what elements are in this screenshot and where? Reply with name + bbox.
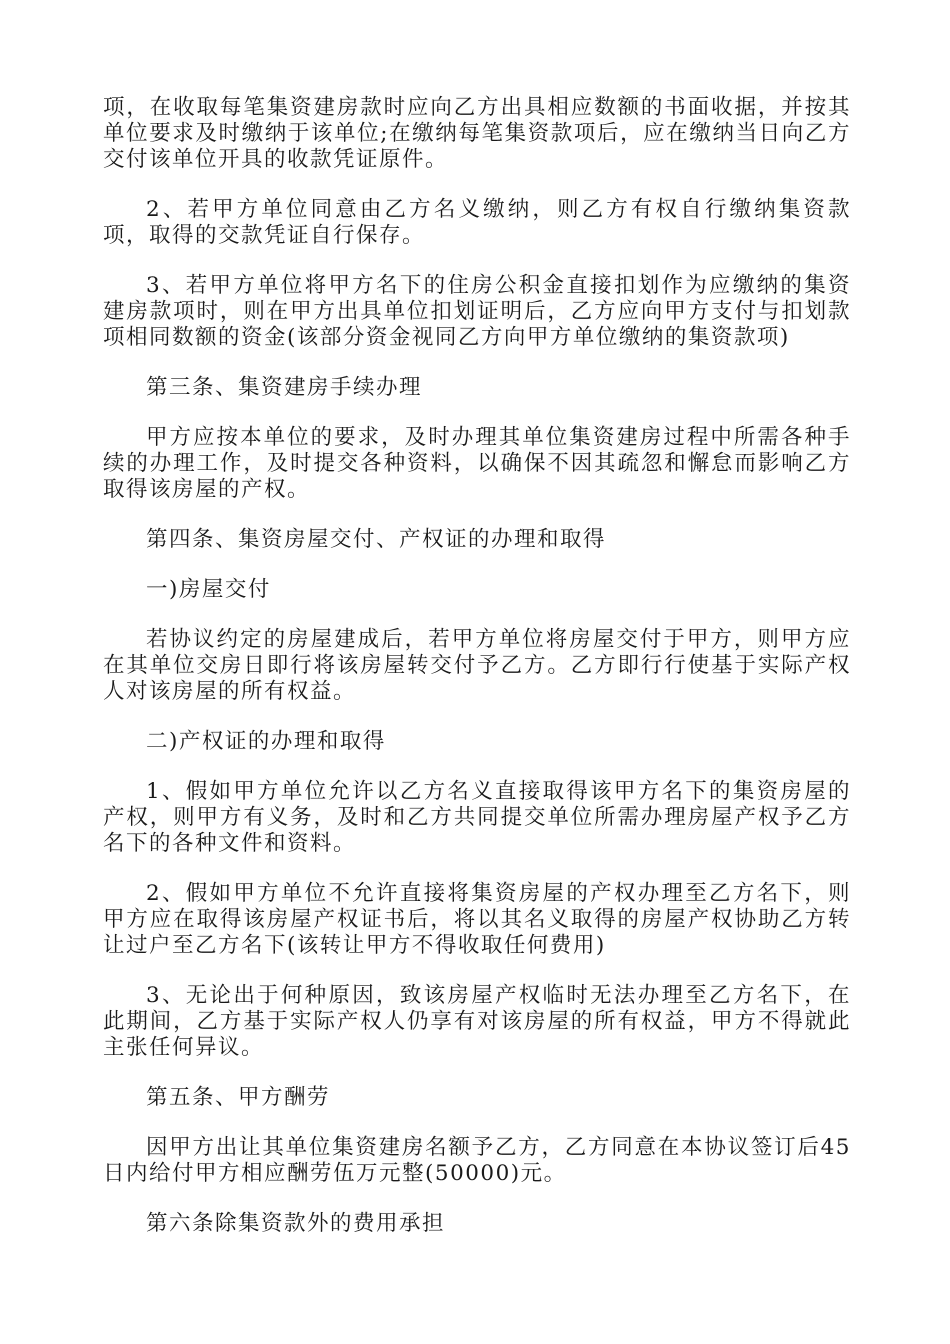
article-3-heading: 第三条、集资建房手续办理 [146,375,423,400]
subsection-1-heading: 一)房屋交付 [146,577,271,602]
article-4-heading: 第四条、集资房屋交付、产权证的办理和取得 [146,527,607,552]
paragraph-clause-3-housing-fund: 3、若甲方单位将甲方名下的住房公积金直接扣划作为应缴纳的集资建房款项时，则在甲方出具单位扣划证明后，乙方应向甲方支付与扣划款项相同数额的资金(该部分资金视同乙方向甲方单位缴纳的集资款项) [103,273,851,350]
paragraph-procedures: 甲方应按本单位的要求，及时办理其单位集资建房过程中所需各种手续的办理工作，及时提交各种资料，以确保不因其疏忽和懈怠而影响乙方取得该房屋的产权。 [103,425,851,502]
article-6-heading: 第六条除集资款外的费用承担 [146,1211,446,1236]
paragraph-remuneration: 因甲方出让其单位集资建房名额予乙方，乙方同意在本协议签订后45 日内给付甲方相应酬劳伍万元整(50000)元。 [103,1135,851,1186]
article-5-heading: 第五条、甲方酬劳 [146,1085,331,1110]
paragraph-payment-receipt: 项，在收取每笔集资建房款时应向乙方出具相应数额的书面收据，并按其单位要求及时缴纳于该单位;在缴纳每笔集资款项后，应在缴纳当日向乙方交付该单位开具的收款凭证原件。 [103,95,851,172]
paragraph-property-clause-2: 2、假如甲方单位不允许直接将集资房屋的产权办理至乙方名下，则甲方应在取得该房屋产权证书后，将以其名义取得的房屋产权协助乙方转让过户至乙方名下(该转让甲方不得收取任何费用) [103,881,851,958]
paragraph-property-clause-1: 1、假如甲方单位允许以乙方名义直接取得该甲方名下的集资房屋的产权，则甲方有义务，及时和乙方共同提交单位所需办理房屋产权予乙方名下的各种文件和资料。 [103,779,851,856]
paragraph-property-clause-3: 3、无论出于何种原因，致该房屋产权临时无法办理至乙方名下，在此期间，乙方基于实际产权人仍享有对该房屋的所有权益，甲方不得就此主张任何异议。 [103,983,851,1060]
paragraph-house-delivery: 若协议约定的房屋建成后，若甲方单位将房屋交付于甲方，则甲方应在其单位交房日即行将该房屋转交付予乙方。乙方即行行使基于实际产权人对该房屋的所有权益。 [103,627,851,704]
paragraph-clause-2-self-payment: 2、若甲方单位同意由乙方名义缴纳，则乙方有权自行缴纳集资款项，取得的交款凭证自行保存。 [103,197,851,248]
subsection-2-heading: 二)产权证的办理和取得 [146,729,386,754]
document-page [103,95,851,1261]
